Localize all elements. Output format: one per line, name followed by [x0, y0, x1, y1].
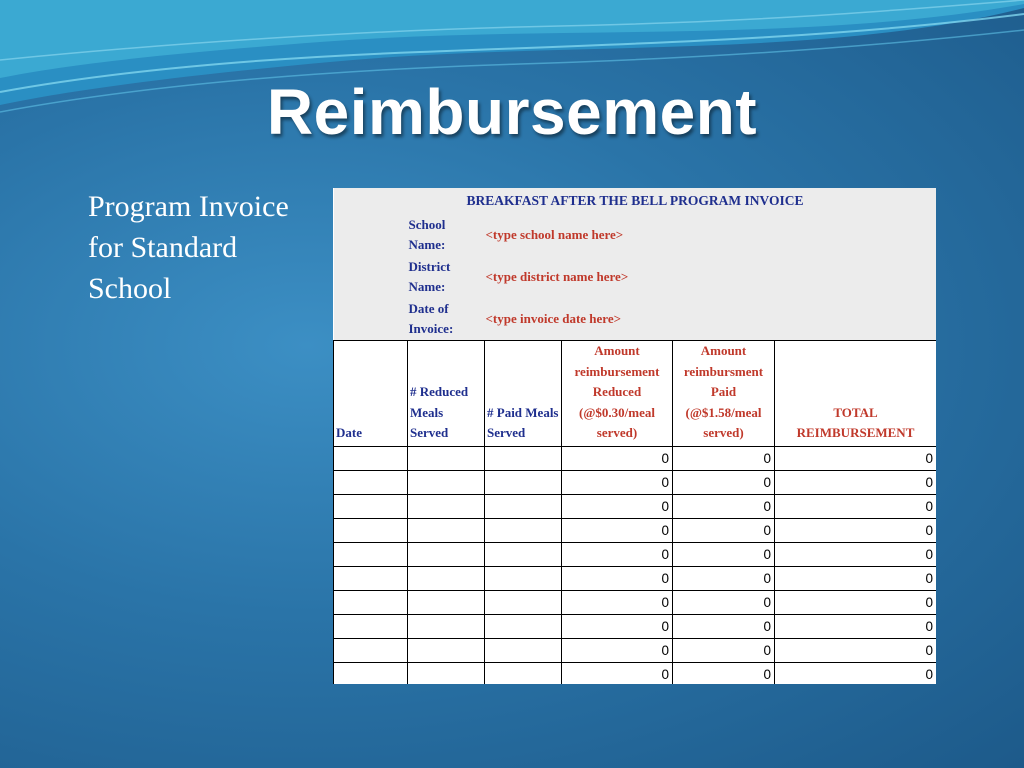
- paid-meals-cell[interactable]: [485, 470, 562, 494]
- slide-side-text: Program Invoice for Standard School: [88, 190, 289, 305]
- reduced-meals-cell[interactable]: [408, 662, 485, 684]
- slide-title: Reimbursement: [266, 76, 758, 148]
- total-cell[interactable]: 0: [775, 590, 937, 614]
- total-cell[interactable]: 0: [775, 638, 937, 662]
- total-cell[interactable]: 0: [775, 446, 937, 470]
- date-cell[interactable]: [334, 614, 408, 638]
- table-row: [334, 638, 937, 662]
- date-cell[interactable]: [334, 542, 408, 566]
- amount-reduced-cell[interactable]: 0: [562, 566, 673, 590]
- invoice-date-label: Date of Invoice:: [408, 298, 485, 341]
- amount-reduced-cell[interactable]: 0: [562, 494, 673, 518]
- school-name-label: School Name:: [408, 214, 485, 256]
- paid-meals-cell[interactable]: [485, 518, 562, 542]
- col-header-paid-meals: # Paid Meals Served: [485, 341, 562, 447]
- amount-paid-cell[interactable]: 0: [673, 590, 775, 614]
- amount-reduced-cell[interactable]: 0: [562, 542, 673, 566]
- amount-reduced-cell[interactable]: 0: [562, 590, 673, 614]
- paid-meals-cell[interactable]: [485, 542, 562, 566]
- district-name-input[interactable]: <type district name here>: [485, 256, 937, 298]
- invoice-title: BREAKFAST AFTER THE BELL PROGRAM INVOICE: [334, 188, 937, 214]
- table-row: [334, 518, 937, 542]
- amount-reduced-cell[interactable]: 0: [562, 518, 673, 542]
- paid-meals-cell[interactable]: [485, 662, 562, 684]
- date-cell[interactable]: [334, 590, 408, 614]
- table-row: [334, 494, 937, 518]
- paid-meals-cell[interactable]: [485, 614, 562, 638]
- col-header-date: Date: [334, 341, 408, 447]
- table-row: [334, 614, 937, 638]
- amount-paid-cell[interactable]: 0: [673, 494, 775, 518]
- amount-paid-cell[interactable]: 0: [673, 566, 775, 590]
- total-cell[interactable]: 0: [775, 470, 937, 494]
- district-name-row: [334, 256, 937, 298]
- total-cell[interactable]: 0: [775, 566, 937, 590]
- table-row: [334, 566, 937, 590]
- table-row: [334, 446, 937, 470]
- date-cell[interactable]: [334, 638, 408, 662]
- amount-reduced-cell[interactable]: 0: [562, 662, 673, 684]
- amount-paid-cell[interactable]: 0: [673, 614, 775, 638]
- reduced-meals-cell[interactable]: [408, 518, 485, 542]
- col-header-total: TOTAL REIMBURSEMENT: [775, 341, 937, 447]
- col-header-amount-reduced: Amount reimbursement Reduced (@$0.30/meal served): [562, 341, 673, 447]
- total-cell[interactable]: 0: [775, 662, 937, 684]
- reduced-meals-cell[interactable]: [408, 470, 485, 494]
- table-row: [334, 470, 937, 494]
- date-cell[interactable]: [334, 446, 408, 470]
- invoice-rows: [334, 446, 937, 684]
- paid-meals-cell[interactable]: [485, 638, 562, 662]
- paid-meals-cell[interactable]: [485, 446, 562, 470]
- paid-meals-cell[interactable]: [485, 590, 562, 614]
- date-cell[interactable]: [334, 518, 408, 542]
- total-cell[interactable]: 0: [775, 614, 937, 638]
- reduced-meals-cell[interactable]: [408, 638, 485, 662]
- col-header-reduced-meals: # Reduced Meals Served: [408, 341, 485, 447]
- col-header-amount-paid: Amount reimbursment Paid (@$1.58/meal served): [673, 341, 775, 447]
- amount-paid-cell[interactable]: 0: [673, 662, 775, 684]
- reduced-meals-cell[interactable]: [408, 566, 485, 590]
- amount-reduced-cell[interactable]: 0: [562, 470, 673, 494]
- school-name-input[interactable]: <type school name here>: [485, 214, 937, 256]
- invoice-date-input[interactable]: <type invoice date here>: [485, 298, 937, 341]
- invoice-date-row: [334, 298, 937, 341]
- school-name-row: [334, 214, 937, 256]
- table-row: [334, 590, 937, 614]
- reduced-meals-cell[interactable]: [408, 590, 485, 614]
- invoice-spreadsheet: [333, 188, 936, 684]
- amount-paid-cell[interactable]: 0: [673, 542, 775, 566]
- amount-reduced-cell[interactable]: 0: [562, 614, 673, 638]
- date-cell[interactable]: [334, 662, 408, 684]
- table-row: [334, 542, 937, 566]
- amount-paid-cell[interactable]: 0: [673, 446, 775, 470]
- district-name-label: District Name:: [408, 256, 485, 298]
- amount-paid-cell[interactable]: 0: [673, 470, 775, 494]
- column-header-row: [334, 341, 937, 447]
- date-cell[interactable]: [334, 494, 408, 518]
- reduced-meals-cell[interactable]: [408, 542, 485, 566]
- date-cell[interactable]: [334, 566, 408, 590]
- total-cell[interactable]: 0: [775, 518, 937, 542]
- reduced-meals-cell[interactable]: [408, 494, 485, 518]
- total-cell[interactable]: 0: [775, 494, 937, 518]
- invoice-table: [333, 188, 936, 684]
- amount-reduced-cell[interactable]: 0: [562, 446, 673, 470]
- paid-meals-cell[interactable]: [485, 494, 562, 518]
- reduced-meals-cell[interactable]: [408, 446, 485, 470]
- table-row: [334, 662, 937, 684]
- paid-meals-cell[interactable]: [485, 566, 562, 590]
- amount-reduced-cell[interactable]: 0: [562, 638, 673, 662]
- amount-paid-cell[interactable]: 0: [673, 638, 775, 662]
- reduced-meals-cell[interactable]: [408, 614, 485, 638]
- date-cell[interactable]: [334, 470, 408, 494]
- total-cell[interactable]: 0: [775, 542, 937, 566]
- amount-paid-cell[interactable]: 0: [673, 518, 775, 542]
